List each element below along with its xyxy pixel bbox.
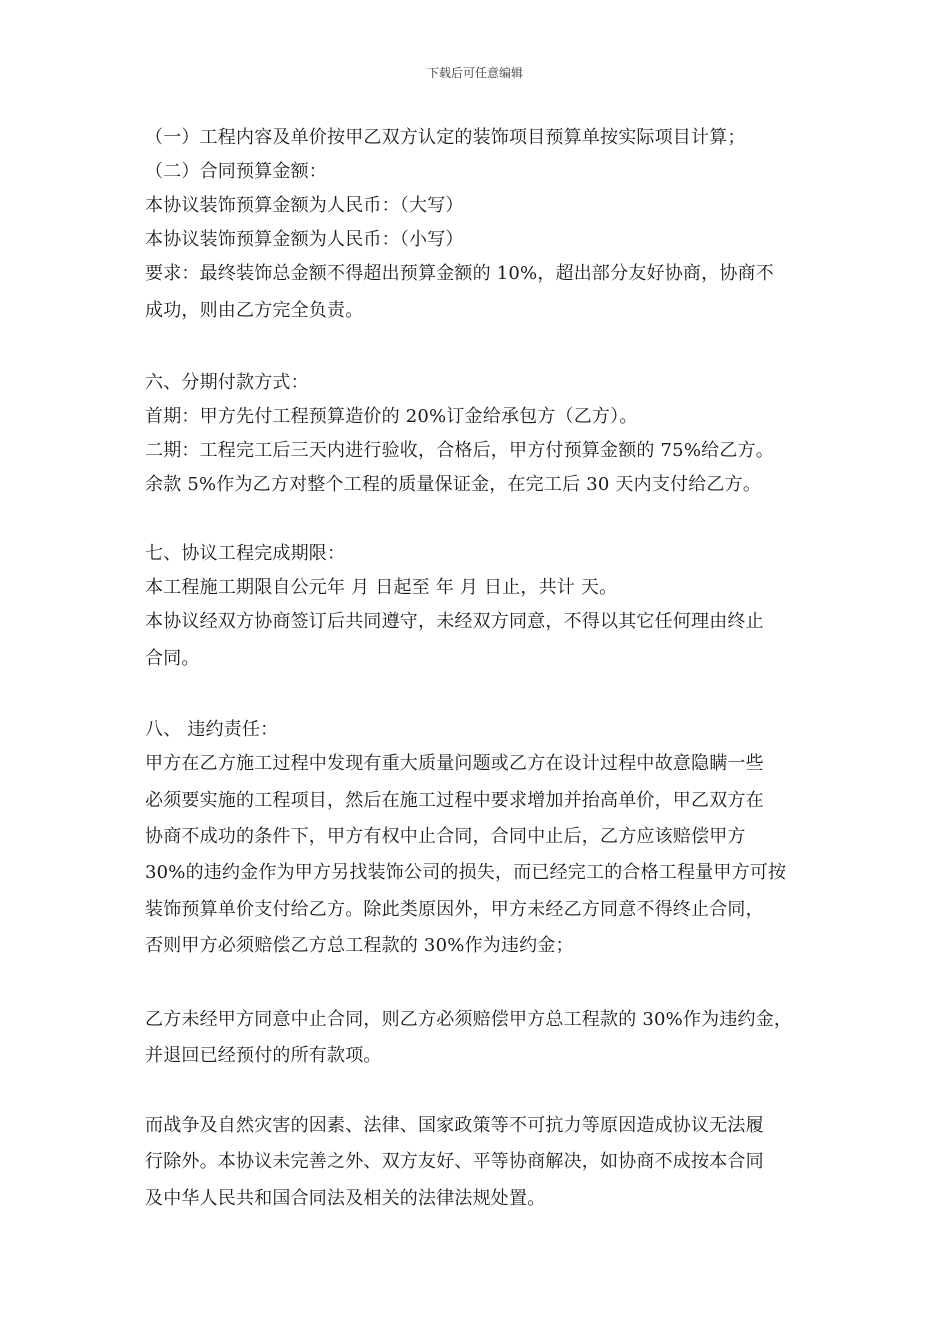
text-line: 余款 5%作为乙方对整个工程的质量保证金，在完工后 30 天内支付给乙方。 [145, 474, 762, 495]
text-line: 行除外。本协议未完善之外、双方友好、平等协商解决，如协商不成按本合同 [145, 1151, 764, 1172]
section-heading: 八、 违约责任： [145, 719, 279, 740]
text-line: （二）合同预算金额： [145, 161, 327, 182]
text-line: 二期：工程完工后三天内进行验收，合格后，甲方付预算金额的 75%给乙方。 [145, 440, 774, 461]
page-header: 下载后可任意编辑 [426, 66, 523, 80]
text-line: 本协议经双方协商签订后共同遵守，未经双方同意，不得以其它任何理由终止 [145, 611, 764, 632]
text-line: 首期：甲方先付工程预算造价的 20%订金给承包方（乙方）。 [145, 406, 638, 427]
text-line: 成功，则由乙方完全负责。 [145, 300, 364, 321]
text-line: 要求：最终装饰总金额不得超出预算金额的 10%，超出部分友好协商，协商不 [145, 263, 774, 284]
text-line: 30%的违约金作为甲方另找装饰公司的损失，而已经完工的合格工程量甲方可按 [145, 862, 787, 883]
section-heading: 六、分期付款方式： [145, 372, 309, 393]
text-line: （一）工程内容及单价按甲乙双方认定的装饰项目预算单按实际项目计算； [145, 127, 746, 148]
text-line: 协商不成功的条件下，甲方有权中止合同，合同中止后，乙方应该赔偿甲方 [145, 826, 746, 847]
text-line: 必须要实施的工程项目，然后在施工过程中要求增加并抬高单价，甲乙双方在 [145, 790, 764, 811]
text-line: 本协议装饰预算金额为人民币：（大写） [145, 195, 464, 216]
text-line: 本协议装饰预算金额为人民币：（小写） [145, 229, 464, 250]
text-line: 及中华人民共和国合同法及相关的法律法规处置。 [145, 1188, 546, 1209]
text-line: 本工程施工期限自公元年 月 日起至 年 月 日止，共计 天。 [145, 577, 618, 598]
section-heading: 七、协议工程完成期限： [145, 543, 346, 564]
text-line: 乙方未经甲方同意中止合同，则乙方必须赔偿甲方总工程款的 30%作为违约金， [145, 1009, 793, 1030]
text-line: 否则甲方必须赔偿乙方总工程款的 30%作为违约金； [145, 935, 574, 956]
text-line: 而战争及自然灾害的因素、法律、国家政策等不可抗力等原因造成协议无法履 [145, 1115, 764, 1136]
text-line: 甲方在乙方施工过程中发现有重大质量问题或乙方在设计过程中故意隐瞒一些 [145, 753, 764, 774]
text-line: 装饰预算单价支付给乙方。除此类原因外，甲方未经乙方同意不得终止合同， [145, 899, 764, 920]
text-line: 并退回已经预付的所有款项。 [145, 1045, 382, 1066]
text-line: 合同。 [145, 648, 200, 669]
